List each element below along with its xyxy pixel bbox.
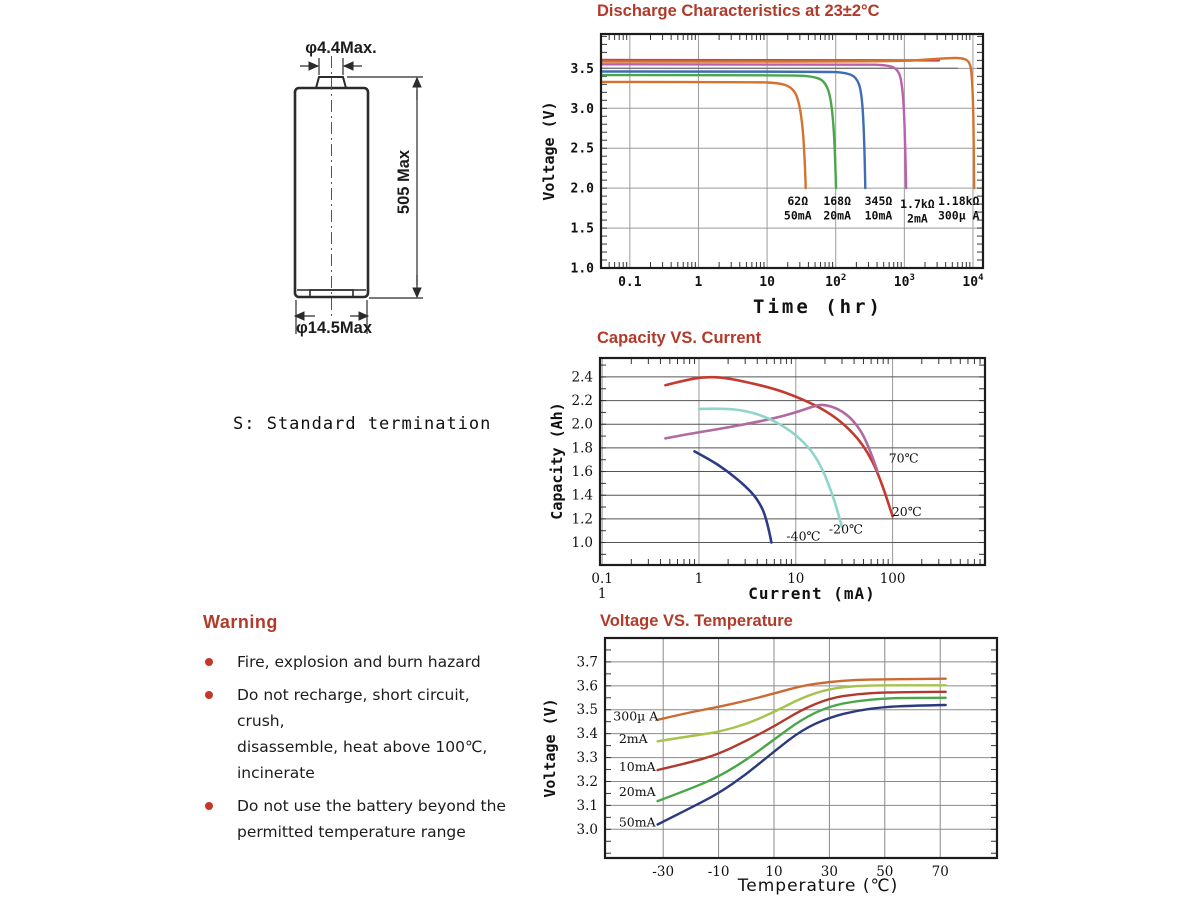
height-dimension-label: 505 Max — [395, 149, 413, 215]
series--40- — [695, 451, 772, 542]
curve-label: 345Ω — [864, 193, 893, 208]
y-tick-labels — [572, 369, 593, 551]
svg-text:1: 1 — [694, 275, 703, 290]
plot-border — [601, 34, 983, 268]
svg-text:0.1: 0.1 — [618, 275, 642, 290]
svg-text:103: $10^3$ — [893, 273, 915, 290]
x-axis-label: Current (mA) — [748, 584, 876, 603]
warning-item-text: Do not recharge, short circuit, crush, disassemble, heat above 100℃, incinerate — [237, 686, 488, 782]
svg-text:2.2: 2.2 — [571, 393, 593, 410]
curve-label: 50mA — [783, 208, 812, 223]
svg-text:50: 50 — [876, 864, 894, 880]
svg-text:1.5: 1.5 — [570, 221, 594, 237]
svg-text:2.0: 2.0 — [570, 181, 594, 197]
svg-text:1.8: 1.8 — [571, 440, 593, 457]
curve-label: 10mA — [864, 208, 893, 223]
svg-text:10: 10 — [759, 275, 775, 290]
curve-label: 20mA — [618, 784, 656, 800]
curve-label: 1.18kΩ — [937, 193, 980, 208]
bottom-diameter-label: φ14.5Max — [295, 319, 373, 337]
svg-text:102: $10^2$ — [825, 273, 847, 290]
minor-ticks — [601, 34, 983, 268]
y-tick-labels — [577, 654, 598, 837]
voltage-vs-temperature-chart — [540, 610, 1015, 900]
curve-label: 1.7kΩ — [900, 197, 935, 212]
svg-text:3.3: 3.3 — [576, 750, 598, 767]
svg-text:30: 30 — [820, 864, 838, 880]
svg-text:3.2: 3.2 — [576, 773, 598, 790]
svg-text:100: 100 — [879, 571, 906, 587]
curve-label: 300µ A — [937, 208, 980, 223]
series-1-18k-300-a — [601, 58, 974, 188]
curve-label: -40℃ — [786, 528, 821, 544]
svg-text:3.5: 3.5 — [570, 61, 594, 77]
curve-label: 20℃ — [891, 503, 922, 519]
svg-text:3.0: 3.0 — [570, 101, 594, 117]
y-tick-labels — [571, 62, 595, 277]
svg-text:104: $10^4$ — [962, 273, 984, 290]
curve-label: 62Ω — [787, 193, 809, 208]
warning-item — [203, 682, 513, 786]
warning-item — [203, 793, 513, 845]
series-50ma — [658, 705, 946, 825]
curve-label: 2mA — [907, 211, 928, 226]
warning-title: Warning — [203, 612, 278, 632]
y-axis-label: Capacity (Ah) — [548, 402, 566, 520]
warning-item — [203, 649, 513, 675]
svg-text:3.7: 3.7 — [576, 654, 598, 671]
y-axis-label: Voltage (V) — [540, 101, 558, 201]
svg-text:1.0: 1.0 — [571, 535, 593, 552]
curve-label: 300µ A — [613, 708, 659, 724]
x-axis-label: Time (hr) — [753, 296, 883, 318]
curve-label: -20℃ — [828, 521, 864, 537]
capacity-vs-current-chart — [540, 325, 1010, 615]
series-lines — [665, 377, 892, 542]
svg-text:10: 10 — [787, 571, 805, 587]
svg-text:3.0: 3.0 — [576, 821, 598, 838]
curve-label: 50mA — [618, 814, 656, 830]
series-70- — [665, 405, 877, 472]
chart-title: Discharge Characteristics at 23±2°C — [597, 2, 880, 20]
series-345-10ma — [601, 72, 865, 189]
curve-label: 20mA — [823, 208, 852, 223]
x-tick-labels — [618, 273, 984, 290]
series-lines — [658, 679, 946, 825]
warning-item-text: Do not use the battery beyond the permitted temperature range — [237, 797, 506, 841]
curve-label: 2mA — [618, 730, 648, 746]
bullet-dot-icon — [205, 691, 213, 699]
svg-text:1: 1 — [694, 571, 704, 587]
curve-label: 168Ω — [823, 193, 852, 208]
curve-label: 10mA — [618, 759, 656, 775]
y-axis-label: Voltage (V) — [541, 698, 559, 798]
svg-text:1.6: 1.6 — [571, 464, 593, 481]
svg-text:3.1: 3.1 — [576, 797, 598, 814]
svg-text:1.2: 1.2 — [571, 511, 593, 528]
grid — [605, 638, 997, 858]
series-lines — [601, 58, 974, 188]
grid — [601, 34, 983, 268]
chart-title: Voltage VS. Temperature — [600, 612, 793, 630]
termination-note: S: Standard termination — [233, 414, 492, 434]
bullet-dot-icon — [205, 802, 213, 810]
svg-text:10: 10 — [765, 864, 783, 880]
top-diameter-label: φ4.4Max. — [305, 39, 377, 57]
svg-text:0.11: 0.1 1 — [591, 571, 613, 602]
chart-title: Capacity VS. Current — [597, 329, 762, 347]
plot-border — [605, 638, 997, 858]
bullet-dot-icon — [205, 658, 213, 666]
discharge-characteristics-chart — [540, 0, 1010, 330]
svg-text:3.6: 3.6 — [576, 678, 598, 695]
series-168-20ma — [601, 75, 836, 188]
svg-text:2.5: 2.5 — [570, 141, 594, 157]
series-62-50ma — [601, 82, 806, 188]
svg-text:3.4: 3.4 — [576, 726, 598, 743]
warning-section — [203, 612, 513, 852]
svg-text:3.5: 3.5 — [576, 702, 598, 719]
svg-text:1.0: 1.0 — [570, 261, 594, 277]
svg-text:2.0: 2.0 — [571, 416, 593, 433]
x-axis-label: Temperature (℃) — [737, 876, 899, 896]
svg-text:1.4: 1.4 — [571, 487, 593, 504]
battery-dimension-drawing — [255, 20, 465, 365]
warning-list — [203, 649, 513, 845]
series-2ma — [658, 685, 946, 741]
svg-text:-30: -30 — [652, 864, 675, 880]
warning-item-text: Fire, explosion and burn hazard — [237, 653, 481, 671]
svg-text:-10: -10 — [707, 864, 730, 880]
series-20ma — [658, 698, 946, 801]
svg-text:2.4: 2.4 — [571, 369, 593, 386]
svg-text:70: 70 — [931, 864, 949, 880]
curve-label: 70℃ — [888, 450, 919, 466]
